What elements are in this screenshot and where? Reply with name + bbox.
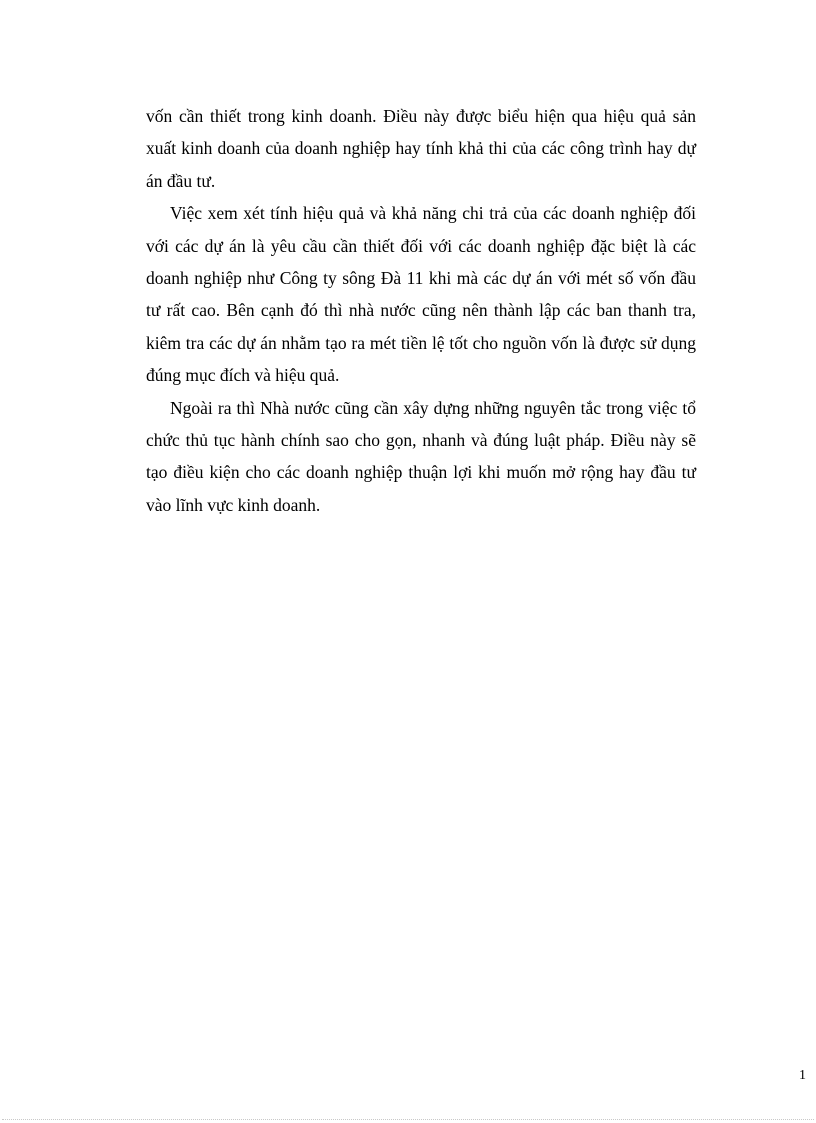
- paragraph-1: vốn cần thiết trong kinh doanh. Điều này được biểu hiện qua hiệu quả sản xuất kinh doanh của doanh nghiệp hay tính khả thi của các công trình hay dự án đầu tư.: [146, 106, 696, 191]
- page-number: 1: [799, 1068, 806, 1083]
- document-body: [146, 100, 696, 521]
- paragraph-3: Ngoài ra thì Nhà nước cũng cần xây dựng những nguyên tắc trong việc tổ chức thủ tục hành chính sao cho gọn, nhanh và đúng luật pháp. Điều này sẽ tạo điều kiện cho các doanh nghiệp thuận lợi khi muốn mở rộng hay đầu tư vào lĩnh vực kinh doanh.: [146, 397, 696, 515]
- paragraph-2: Việc xem xét tính hiệu quả và khả năng chi trả của các doanh nghiệp đối với các dự án là yêu cầu cần thiết đối với các doanh nghiệp đặc biệt là các doanh nghiệp như Công ty sông Đà 11 khi mà các dự án với mét số vốn đầu tư rất cao. Bên cạnh đó thì nhà nước cũng nên thành lập các ban thanh tra, kiêm tra các dự án nhằm tạo ra mét tiền lệ tốt cho nguồn vốn là được sử dụng đúng mục đích và hiệu quả.: [146, 203, 696, 386]
- page-bottom-divider: [2, 1119, 814, 1120]
